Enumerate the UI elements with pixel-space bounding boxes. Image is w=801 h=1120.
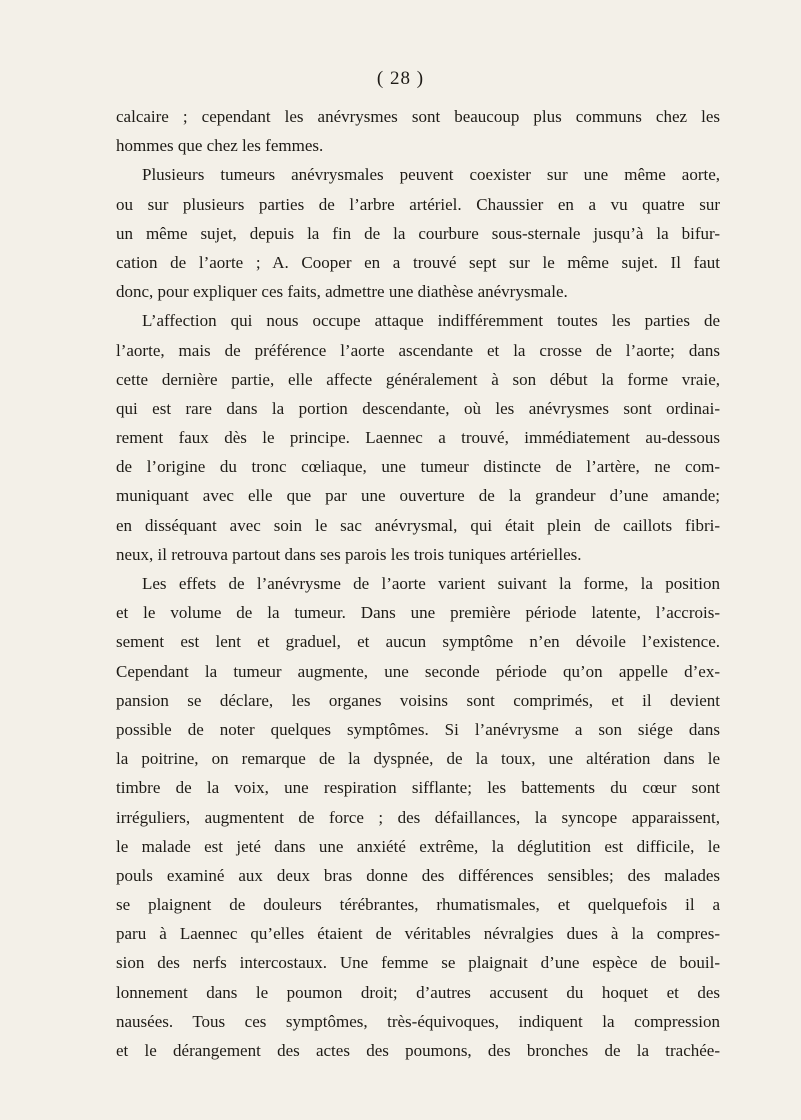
text-line: un même sujet, depuis la fin de la courbure sous-sternale jusqu’à la bifur-	[116, 223, 720, 243]
text-line: rement faux dès le principe. Laennec a trouvé, immédiatement au-dessous	[116, 428, 720, 448]
text-line: irréguliers, augmentent de force ; des défaillances, la syncope apparaissent,	[116, 807, 720, 827]
paragraph	[116, 569, 720, 1065]
text-line: qui est rare dans la portion descendante, où les anévrysmes sont ordinai-	[116, 398, 720, 418]
text-line: muniquant avec elle que par une ouverture de la grandeur d’une amande;	[116, 486, 720, 506]
text-line: Les effets de l’anévrysme de l’aorte varient suivant la forme, la position	[142, 574, 720, 593]
text-line: se plaignent de douleurs térébrantes, rhumatismales, et quelquefois il a	[116, 895, 720, 915]
text-line: ou sur plusieurs parties de l’arbre artériel. Chaussier en a vu quatre sur	[116, 194, 720, 214]
text-line: sement est lent et graduel, et aucun symptôme n’en dévoile l’existence.	[116, 632, 720, 652]
text-line: la poitrine, on remarque de la dyspnée, de la toux, une altération dans le	[116, 749, 720, 769]
text-line: neux, il retrouva partout dans ses parois les trois tuniques artérielles.	[116, 544, 582, 564]
text-line: lonnement dans le poumon droit; d’autres accusent du hoquet et des	[116, 982, 720, 1002]
text-line: cation de l’aorte ; A. Cooper en a trouvé sept sur le même sujet. Il faut	[116, 252, 720, 272]
text-line: et le volume de la tumeur. Dans une première période latente, l’accrois-	[116, 603, 720, 623]
text-line: pouls examiné aux deux bras donne des différences sensibles; des malades	[116, 865, 720, 885]
text-line: de l’origine du tronc cœliaque, une tumeur distincte de l’artère, ne com-	[116, 457, 720, 477]
text-line: calcaire ; cependant les anévrysmes sont beaucoup plus communs chez les	[116, 107, 720, 126]
paragraph	[116, 306, 720, 569]
text-line: nausées. Tous ces symptômes, très-équivoques, indiquent la compression	[116, 1011, 720, 1031]
text-line: le malade est jeté dans une anxiété extrême, la déglutition est difficile, le	[116, 836, 720, 856]
text-line: possible de noter quelques symptômes. Si l’anévrysme a son siége dans	[116, 719, 720, 739]
text-line: L’affection qui nous occupe attaque indifféremment toutes les parties de	[142, 311, 720, 331]
text-line: sion des nerfs intercostaux. Une femme se plaignait d’une espèce de bouil-	[116, 953, 720, 973]
text-line: Plusieurs tumeurs anévrysmales peuvent coexister sur une même aorte,	[142, 165, 720, 185]
text-line: l’aorte, mais de préférence l’aorte ascendante et la crosse de l’aorte; dans	[116, 340, 720, 360]
text-line: cette dernière partie, elle affecte généralement à son début la forme vraie,	[116, 369, 720, 389]
text-line: hommes que chez les femmes.	[116, 136, 324, 156]
page-number: ( 28 )	[376, 68, 425, 89]
text-line: paru à Laennec qu’elles étaient de véritables névralgies dues à la compres-	[116, 924, 720, 944]
text-line: timbre de la voix, une respiration sifflante; les battements du cœur sont	[116, 778, 720, 798]
text-line: en disséquant avec soin le sac anévrysmal, qui était plein de caillots fibri-	[116, 515, 720, 535]
text-line: pansion se déclare, les organes voisins sont comprimés, et il devient	[116, 690, 720, 710]
body-text	[116, 102, 720, 1065]
paragraph	[116, 160, 720, 306]
text-line: Cependant la tumeur augmente, une seconde période qu’on appelle d’ex-	[116, 661, 720, 681]
text-line: et le dérangement des actes des poumons, des bronches de la trachée-	[116, 1041, 720, 1060]
text-line: donc, pour expliquer ces faits, admettre une diathèse anévrysmale.	[116, 282, 568, 302]
paragraph	[116, 102, 720, 160]
